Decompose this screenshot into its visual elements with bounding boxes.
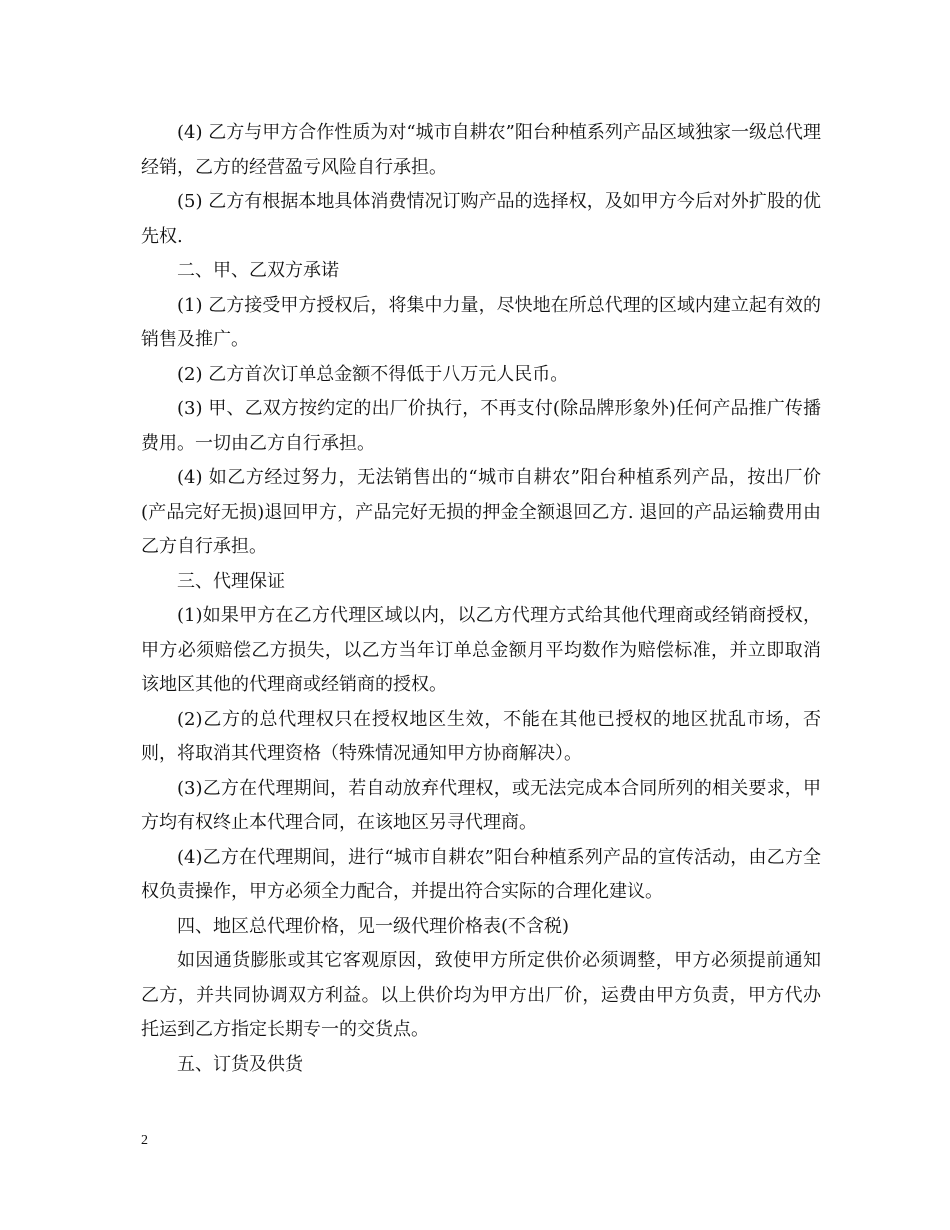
clause-paragraph-c3: (3)乙方在代理期间，若自动放弃代理权，或无法完成本合同所列的相关要求，甲方均有权终止本代理合同，在该地区另寻代理商。 bbox=[141, 777, 821, 833]
price-adjustment-paragraph: 如因通货膨胀或其它客观原因，致使甲方所定供价必须调整，甲方必须提前通知乙方，并共同协调双方利益。以上供价均为甲方出厂价，运费由甲方负责，甲方代办托运到乙方指定长期专一的交货点。 bbox=[141, 950, 821, 1040]
clause-paragraph-a5: (5) 乙方有根据本地具体消费情况订购产品的选择权，及如甲方今后对外扩股的优先权. bbox=[141, 191, 821, 247]
section-heading-2: 二、甲、乙双方承诺 bbox=[177, 260, 339, 281]
page-number: 2 bbox=[141, 1133, 148, 1148]
clause-paragraph-b4: (4) 如乙方经过努力，无法销售出的“城市自耕农”阳台种植系列产品，按出厂价(产品完好无损)退回甲方，产品完好无损的押金全额退回乙方. 退回的产品运输费用由乙方自行承担。 bbox=[141, 467, 821, 557]
clause-paragraph-c4: (4)乙方在代理期间，进行“城市自耕农”阳台种植系列产品的宣传活动，由乙方全权负责操作，甲方必须全力配合，并提出符合实际的合理化建议。 bbox=[141, 846, 821, 902]
clause-paragraph-a4: (4) 乙方与甲方合作性质为对“城市自耕农”阳台种植系列产品区域独家一级总代理经销，乙方的经营盈亏风险自行承担。 bbox=[141, 122, 821, 178]
clause-paragraph-b1: (1) 乙方接受甲方授权后，将集中力量，尽快地在所总代理的区域内建立起有效的销售及推广。 bbox=[141, 294, 821, 350]
section-heading-5: 五、订货及供货 bbox=[177, 1053, 303, 1075]
clause-paragraph-b2: (2) 乙方首次订单总金额不得低于八万元人民币。 bbox=[177, 363, 569, 385]
document-body bbox=[141, 116, 821, 1082]
clause-paragraph-c1: (1)如果甲方在乙方代理区域以内，以乙方代理方式给其他代理商或经销商授权，甲方必须赔偿乙方损失，以乙方当年订单总金额月平均数作为赔偿标准，并立即取消该地区其他的代理商或经销商的授权。 bbox=[141, 605, 821, 695]
section-heading-4: 四、地区总代理价格，见一级代理价格表(不含税) bbox=[177, 915, 570, 937]
section-heading-3: 三、代理保证 bbox=[177, 570, 285, 592]
clause-paragraph-c2: (2)乙方的总代理权只在授权地区生效，不能在其他已授权的地区扰乱市场，否则，将取消其代理资格（特殊情况通知甲方协商解决）。 bbox=[141, 708, 821, 764]
clause-paragraph-b3: (3) 甲、乙双方按约定的出厂价执行，不再支付(除品牌形象外)任何产品推广传播费用。一切由乙方自行承担。 bbox=[141, 398, 821, 454]
